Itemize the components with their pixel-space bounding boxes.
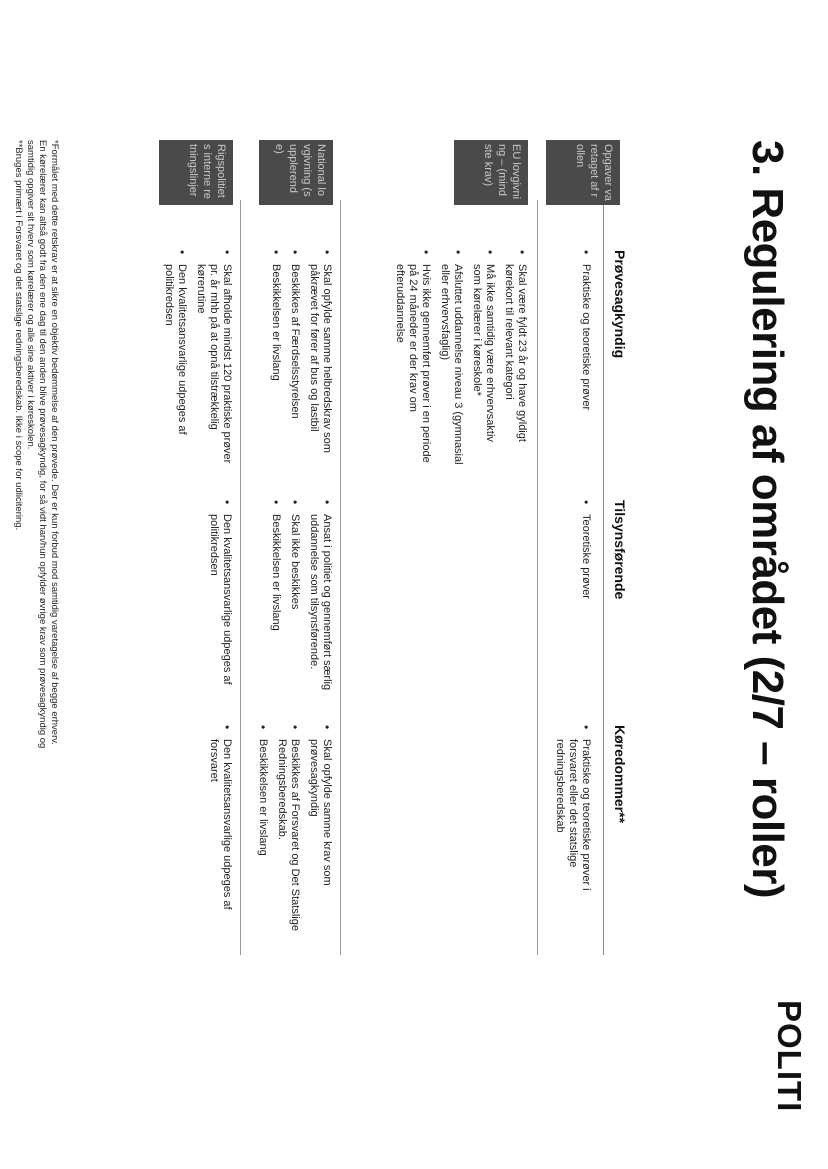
list-item: • Ansat i politiet og gennemført særlig uddannelse som tilsynsførende.: [307, 500, 333, 710]
cell-opgaver-koredommer: [547, 725, 592, 925]
list-item: • Beskikkelsen er livslang: [256, 725, 269, 940]
list-item: • Praktiske og teoretiske prøver: [579, 250, 592, 475]
cell-rigspolitiet-tilsynsforende: [201, 500, 233, 710]
list-item: • Afsluttet uddannelse niveau 3 (gymnasial eller erhvervsfaglig): [438, 250, 464, 465]
cell-opgaver-provesagkyndig: [573, 250, 592, 475]
cell-eu-provesagkyndig: [387, 250, 528, 465]
list-item: • Den kvalitetsansvarlige udpeges af politikredsen: [207, 500, 233, 710]
footnote-line: *Formålet med dette retskrav er at sikre en objektiv bedømmelse af den prøvede. Der er kun forbud mod samtidig varetagelse af begge erhverv.: [49, 140, 60, 745]
page-title: 3. Regulering af området (2/7 – roller): [743, 140, 792, 899]
politi-logo: POLITI: [771, 1000, 808, 1113]
list-item: • Skal opfylde samme helbredskrav som påkrævet for fører af bus og lastbil: [307, 250, 333, 480]
header-divider: [603, 200, 604, 955]
list-item: • Teoretiske prøver: [579, 500, 592, 710]
list-item: • Skal afholde mindst 120 praktiske prøver pr. år mhb på at opnå tilstrækkelig kørerutine: [194, 250, 233, 470]
row-divider: [340, 200, 341, 955]
list-item: • Skal opfylde samme krav som prøvesagkyndig: [307, 725, 333, 940]
row-label-national-lovgivning: National lovgivning (supplerende): [259, 140, 333, 205]
list-item: • Beskikkelsen er livslang: [269, 250, 282, 480]
cell-rigspolitiet-provesagkyndig: [156, 250, 233, 470]
cell-rigspolitiet-koredommer: [201, 725, 233, 940]
list-item: • Må ikke samtidig være erhvervsaktiv som kørelærer i køreskole*: [470, 250, 496, 465]
row-label-rigspolitiets-retningslinjer: Rigspolitiets interne retningslinjer: [159, 140, 233, 205]
list-item: • Beskikkelsen er livslang: [269, 500, 282, 710]
footnote-line: En kørelærer kan altså godt fra den ene dag til den anden blive prøvesagkyndig, for så vidt han/hun opfylder øvrige krav som prøvesagkyndig og: [37, 140, 48, 749]
row-label-eu-lovgivning: EU lovgivning – (mindste krav): [454, 140, 528, 205]
cell-national-koredommer: [250, 725, 333, 940]
list-item: • Den kvalitetsansvarlige udpeges af politikredsen: [162, 250, 188, 470]
list-item: • Praktiske og teoretiske prøver i forsvaret eller det statslige redningsberedskab: [553, 725, 592, 925]
column-header-provesagkyndig: Prøvesagkyndig: [612, 250, 628, 359]
row-label-opgaver: Opgaver varetaget af rollen: [546, 140, 620, 205]
list-item: • Beskikkes af Færdselsstyrelsen: [288, 250, 301, 480]
list-item: • Skal være fyldt 23 år og have gyldigt kørekort til relevant kategori: [502, 250, 528, 465]
cell-national-provesagkyndig: [263, 250, 333, 480]
column-header-tilsynsforende: Tilsynsførende: [612, 500, 628, 600]
footnote-line: **Bruges primært i Forsvaret og det statslige redningsberedskab. Ikke i scope for udlicitering.: [13, 140, 24, 531]
list-item: • Den kvalitetsansvarlige udpeges af forsvaret: [207, 725, 233, 940]
row-divider: [240, 200, 241, 955]
cell-opgaver-tilsynsforende: [573, 500, 592, 710]
list-item: • Hvis ikke gennemført prøver i en periode på 24 måneder er der krav om efteruddannelse: [393, 250, 432, 465]
footnote-line: samtidig opgiver sit hverv som kørelærer og alle sine aktiver i køreskolen.: [25, 140, 36, 450]
cell-national-tilsynsforende: [263, 500, 333, 710]
list-item: • Beskikkes af Forsvaret og Det Statslige Redningsberedskab.: [275, 725, 301, 940]
list-item: • Skal ikke beskikkes: [288, 500, 301, 710]
row-divider: [537, 200, 538, 955]
column-header-koredommer: Køredommer**: [612, 725, 628, 824]
